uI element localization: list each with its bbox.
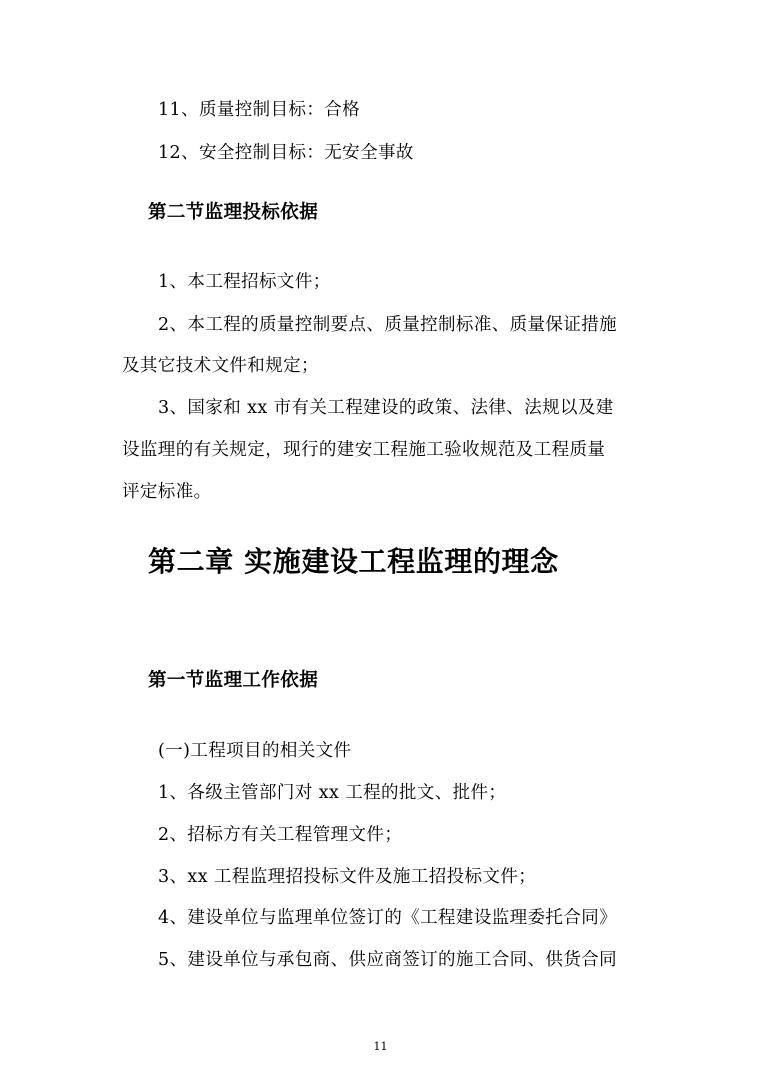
bid-basis-item-2-line-1: 2、本工程的质量控制要点、质量控制标准、质量保证措施 bbox=[158, 315, 618, 335]
section-heading-bid-basis: 第二节监理投标依据 bbox=[148, 202, 319, 223]
section-heading-work-basis: 第一节监理工作依据 bbox=[148, 670, 319, 691]
work-basis-item-3: 3、xx 工程监理招投标文件及施工招投标文件； bbox=[158, 867, 537, 887]
work-basis-subheading: (一)工程项目的相关文件 bbox=[158, 741, 352, 761]
quality-target-item: 11、质量控制目标：合格 bbox=[158, 100, 361, 120]
bid-basis-item-2-line-2: 及其它技术文件和规定； bbox=[122, 356, 319, 376]
work-basis-item-1: 1、各级主管部门对 xx 工程的批文、批件； bbox=[158, 783, 507, 803]
page-number: 11 bbox=[373, 1040, 388, 1053]
safety-target-item: 12、安全控制目标：无安全事故 bbox=[158, 143, 414, 163]
bid-basis-item-3-line-3: 评定标准。 bbox=[122, 482, 212, 502]
work-basis-item-5: 5、建设单位与承包商、供应商签订的施工合同、供货合同 bbox=[158, 950, 618, 970]
bid-basis-item-3-line-1: 3、国家和 xx 市有关工程建设的政策、法律、法规以及建 bbox=[158, 398, 614, 418]
bid-basis-item-3-line-2: 设监理的有关规定，现行的建安工程施工验收规范及工程质量 bbox=[122, 440, 606, 460]
work-basis-item-2: 2、招标方有关工程管理文件； bbox=[158, 825, 403, 845]
chapter-title: 第二章 实施建设工程监理的理念 bbox=[148, 545, 559, 578]
bid-basis-item-1: 1、本工程招标文件； bbox=[158, 272, 331, 292]
work-basis-item-4: 4、建设单位与监理单位签订的《工程建设监理委托合同》 bbox=[158, 908, 618, 928]
